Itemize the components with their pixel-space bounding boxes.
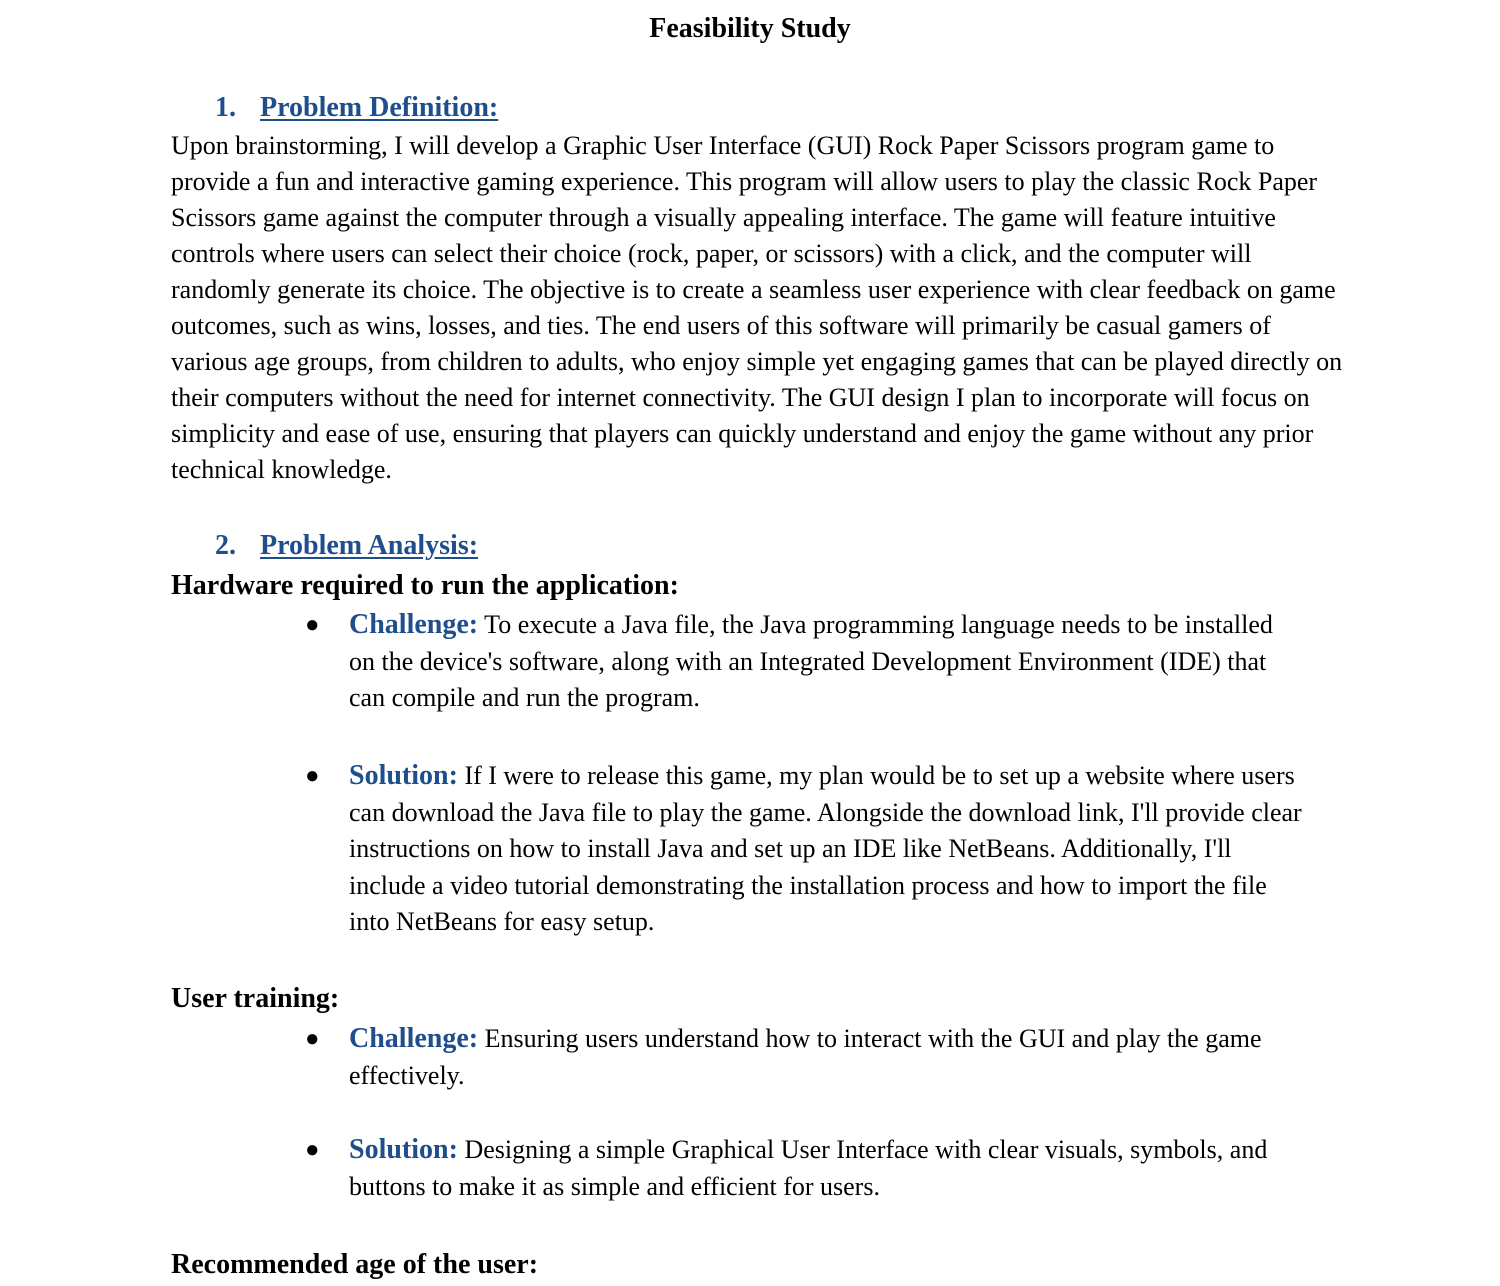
bullet-hardware-challenge: [305, 607, 1305, 717]
subheading-hardware: Hardware required to run the application:: [171, 570, 679, 601]
bullet-dot: ●: [305, 612, 320, 638]
section-title: Problem Definition:: [260, 92, 499, 123]
bullet-training-solution: [305, 1132, 1305, 1205]
subheading-user-training: User training:: [171, 983, 340, 1014]
section-title: Problem Analysis:: [260, 530, 479, 561]
bullet-label: Solution:: [349, 760, 458, 791]
section-number: 2.: [215, 530, 236, 561]
bullet-hardware-solution: [305, 758, 1305, 941]
bullet-body: Designing a simple Graphical User Interface with clear visuals, symbols, and buttons to make it as simple and efficient for users.: [349, 1135, 1268, 1201]
bullet-body: If I were to release this game, my plan would be to set up a website where users can download the Java file to play the game. Alongside the download link, I'll provide clear instructions on how to install Java and set up an IDE like NetBeans. Additionally, I'll include a video tutorial demonstrating the installation process and how to import the file into NetBeans for easy setup.: [349, 761, 1302, 936]
bullet-label: Solution:: [349, 1134, 458, 1165]
bullet-body: Ensuring users understand how to interact with the GUI and play the game effectively.: [349, 1024, 1262, 1090]
bullet-training-challenge: [305, 1021, 1305, 1094]
bullet-label: Challenge:: [349, 1023, 479, 1054]
problem-definition-paragraph: Upon brainstorming, I will develop a Graphic User Interface (GUI) Rock Paper Scissors program game to provide a fun and interactive gaming experience. This program will allow users to play the classic Rock Paper Scissors game against the computer through a visually appealing interface. The game will feature intuitive controls where users can select their choice (rock, paper, or scissors) with a click, and the computer will randomly generate its choice. The objective is to create a seamless user experience with clear feedback on game outcomes, such as wins, losses, and ties. The end users of this software will primarily be casual gamers of various age groups, from children to adults, who enjoy simple yet engaging games that can be played directly on their computers without the need for internet connectivity. The GUI design I plan to incorporate will focus on simplicity and ease of use, ensuring that players can quickly understand and enjoy the game without any prior technical knowledge.: [171, 131, 1343, 484]
bullet-dot: ●: [305, 1137, 320, 1163]
bullet-dot: ●: [305, 763, 320, 789]
bullet-dot: ●: [305, 1026, 320, 1052]
bullet-text: [349, 607, 1305, 717]
bullet-label: Challenge:: [349, 609, 479, 640]
section-heading-problem-definition: [215, 89, 498, 127]
bullet-text: [349, 1021, 1305, 1094]
section-heading-problem-analysis: [215, 527, 478, 565]
bullet-text: [349, 1132, 1305, 1205]
bullet-text: [349, 758, 1305, 941]
subheading-recommended-age: Recommended age of the user:: [171, 1249, 539, 1280]
section-number: 1.: [215, 92, 236, 123]
bullet-body: To execute a Java file, the Java programming language needs to be installed on the device's software, along with an Integrated Development Environment (IDE) that can compile and run the program.: [349, 610, 1273, 712]
document-title: Feasibility Study: [649, 13, 851, 44]
